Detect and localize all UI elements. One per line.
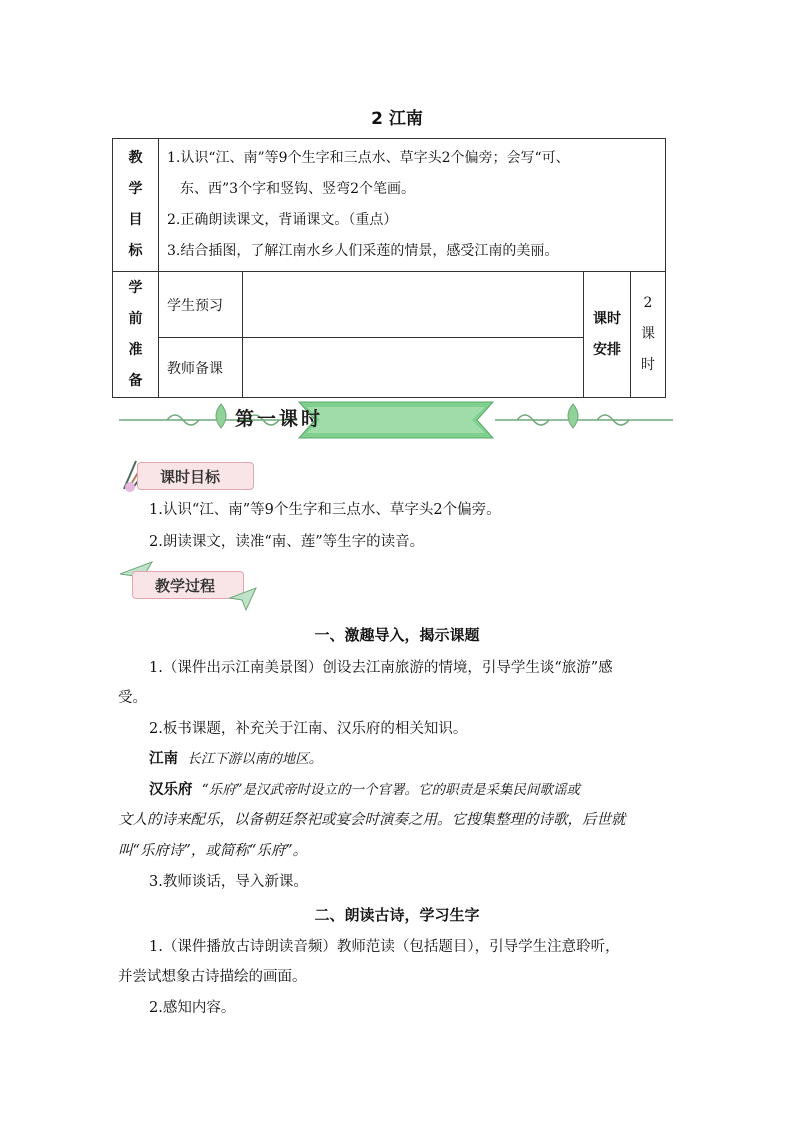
para-2: 2.板书课题，补充关于江南、汉乐府的相关知识。 xyxy=(149,721,468,737)
objective-2: 2.朗读课文，读准“南、莲”等生字的读音。 xyxy=(149,534,425,550)
teacher-prep-value xyxy=(243,338,584,398)
term-hanyuefu-line-3: 叫“乐府诗”，或简称“乐府”。 xyxy=(118,843,308,859)
teacher-prep-label: 教师备课 xyxy=(159,338,243,398)
para-1-line-1: 1.（课件出示江南美景图）创设去江南旅游的情境，引导学生谈“旅游”感 xyxy=(149,660,613,676)
heading-import: 一、激趣导入，揭示课题 xyxy=(314,626,480,644)
para-1-line-2: 受。 xyxy=(118,690,147,706)
schedule-value: 2 课 时 xyxy=(631,272,666,398)
page-title: 2 江南 xyxy=(371,109,423,129)
para-4-line-2: 并尝试想象古诗描绘的画面。 xyxy=(118,969,307,985)
student-prep-value xyxy=(243,272,584,338)
heading-reading: 二、朗读古诗，学习生字 xyxy=(314,906,480,924)
goals-label: 教 学 目 标 xyxy=(113,139,159,272)
paper-plane-icon xyxy=(228,586,258,612)
para-5: 2.感知内容。 xyxy=(149,1000,236,1016)
section-badge-objectives: 课时目标 xyxy=(137,462,254,490)
schedule-label: 课时 安排 xyxy=(584,272,631,398)
lesson-plan-table xyxy=(112,138,666,398)
goals-content: 1.认识“江、南”等9个生字和三点水、草字头2个偏旁；会写“可、 东、西”3个字和竖钩、竖弯2个笔画。 2.正确朗读课文，背诵课文。（重点） 3.结合插图，了解江南水乡人们采莲的情景，感受江南的美丽。 xyxy=(159,139,666,272)
para-4-line-1: 1.（课件播放古诗朗读音频）教师范读（包括题目），引导学生注意聆听， xyxy=(149,939,620,955)
section-badge-process: 教学过程 xyxy=(132,571,244,599)
term-hanyuefu-line-2: 文人的诗来配乐，以备朝廷祭祀或宴会时演奏之用。它搜集整理的诗歌，后世就 xyxy=(118,812,626,828)
student-prep-label: 学生预习 xyxy=(159,272,243,338)
para-3: 3.教师谈话，导入新课。 xyxy=(149,874,308,890)
lesson-banner-title: 第一课时 xyxy=(234,408,323,430)
term-jiangnan: 江南 长江下游以南的地区。 xyxy=(149,750,323,767)
term-hanyuefu-line-1: 汉乐府 “乐府”是汉武帝时设立的一个官署。它的职责是采集民间歌谣或 xyxy=(149,781,581,798)
objective-1: 1.认识“江、南”等9个生字和三点水、草字头2个偏旁。 xyxy=(149,502,501,518)
prep-label: 学 前 准 备 xyxy=(113,272,159,398)
